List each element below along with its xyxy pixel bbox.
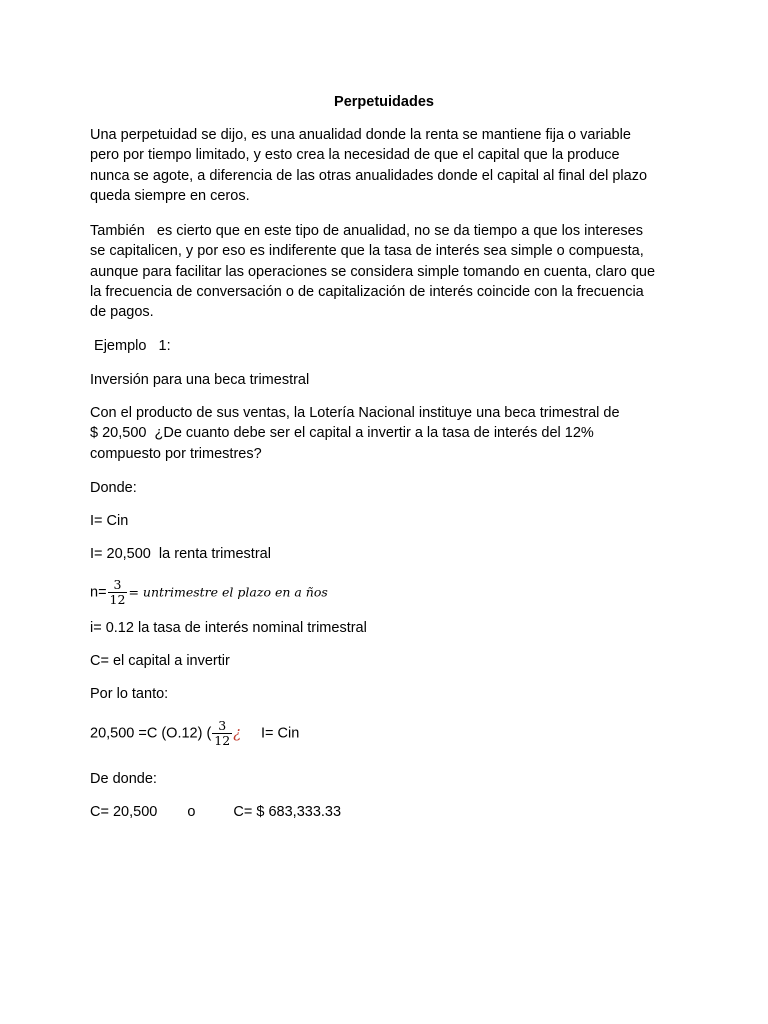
equation-fraction	[212, 719, 232, 748]
paragraph-2-line: de pagos.	[90, 304, 154, 321]
document-title: Perpetuidades	[334, 94, 434, 110]
de-donde-label: De donde:	[90, 771, 157, 787]
paragraph-2-line: se capitalicen, y por eso es indiferente que la tasa de interés sea simple o compuesta,	[90, 243, 644, 260]
rate-line: i= 0.12 la tasa de interés nominal trimestral	[90, 620, 367, 636]
equation-right: I= Cin	[260, 725, 300, 742]
equation-numerator: 3	[218, 718, 227, 733]
paragraph-1-line: pero por tiempo limitado, y esto crea la necesidad de que el capital que la produce	[90, 147, 620, 164]
result-left: C= 20,500	[90, 804, 158, 820]
paragraph-2	[90, 221, 690, 322]
paragraph-1-line: queda siempre en ceros.	[90, 187, 250, 204]
equation-denominator: 12	[214, 733, 231, 748]
paragraph-2-line: la frecuencia de conversación o de capitalización de interés coincide con la frecuencia	[90, 283, 644, 300]
problem-statement	[90, 403, 690, 464]
n-numerator: 3	[113, 577, 122, 592]
n-denominator: 12	[109, 592, 126, 607]
question-mark-glyph: ¿	[233, 725, 241, 742]
por-lo-tanto-label: Por lo tanto:	[90, 686, 169, 702]
n-definition	[90, 578, 690, 607]
formula-line: I= Cin	[90, 513, 129, 529]
n-suffix: = untrimestre el plazo en a ños	[128, 584, 328, 600]
n-prefix: n=	[90, 584, 107, 601]
donde-label: Donde:	[90, 480, 137, 496]
paragraph-2-line: aunque para facilitar las operaciones se considera simple tomando en cuenta, claro que	[90, 263, 656, 280]
example-title: Inversión para una beca trimestral	[90, 372, 310, 388]
paragraph-1-line: Una perpetuidad se dijo, es una anualidad donde la renta se mantiene fija o variable	[90, 127, 631, 143]
paragraph-1	[90, 125, 690, 206]
result-right: C= $ 683,333.33	[233, 804, 342, 820]
paragraph-2-line: También es cierto que en este tipo de anualidad, no se da tiempo a que los intereses	[90, 223, 643, 239]
problem-line: Con el producto de sus ventas, la Lotería Nacional instituye una beca trimestral de	[90, 405, 620, 421]
capital-line: C= el capital a invertir	[90, 653, 230, 669]
paragraph-1-line: nunca se agote, a diferencia de las otras anualidades donde el capital al final del plazo	[90, 167, 648, 184]
result-middle: o	[187, 804, 196, 820]
renta-line: I= 20,500 la renta trimestral	[90, 546, 271, 562]
example-heading: Ejemplo 1:	[90, 338, 171, 354]
equation-left: 20,500 =C (O.12) (	[90, 725, 212, 742]
problem-line: compuesto por trimestres?	[90, 445, 262, 462]
equation-line	[90, 719, 690, 748]
result-line	[90, 802, 690, 822]
problem-line: $ 20,500 ¿De cuanto debe ser el capital a invertir a la tasa de interés del 12%	[90, 425, 594, 442]
n-fraction	[108, 578, 128, 607]
